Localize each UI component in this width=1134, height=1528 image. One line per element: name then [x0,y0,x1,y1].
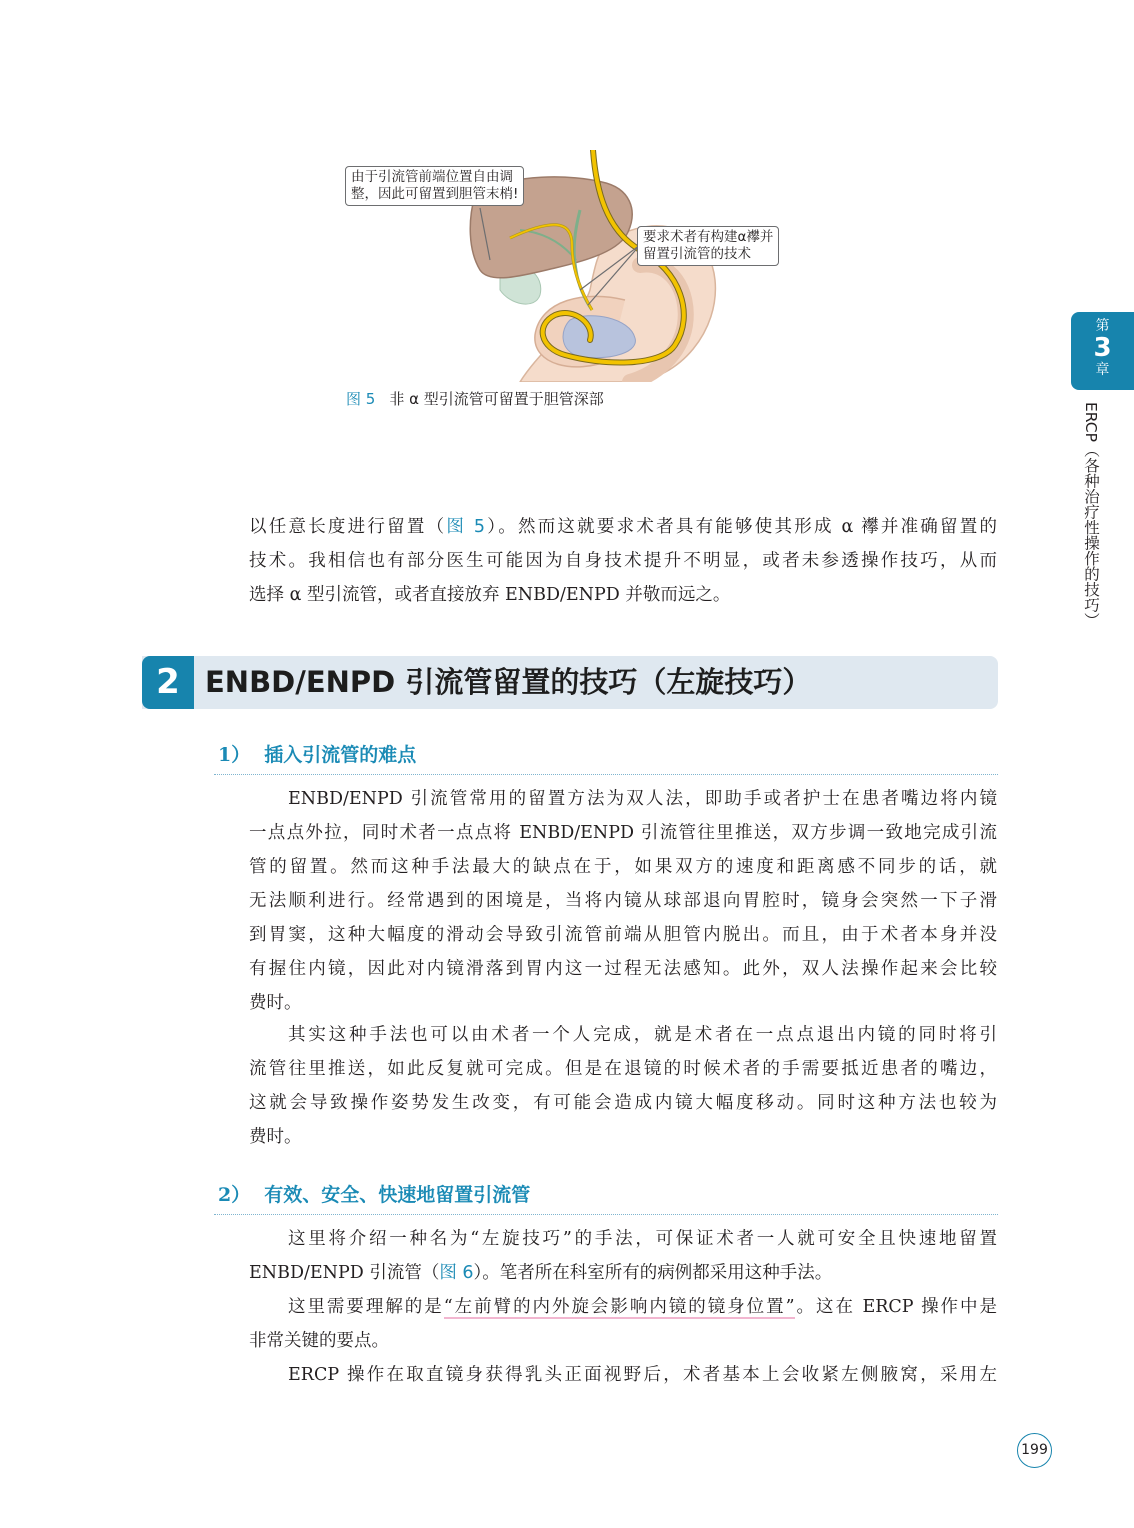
intro-line-3: 选择 α 型引流管，或者直接放弃 ENBD/ENPD 并敬而远之。 [249,585,731,605]
callout-right [637,226,779,266]
subheading-1-title: 插入引流管的难点 [264,744,417,766]
chapter-title-vertical: ERCP（各种治疗性操作的技巧） [1082,402,1100,628]
intro-line-2: 技术。我相信也有部分医生可能因为自身技术提升不明显，或者未参透操作技巧，从而 [249,551,997,571]
sub2-p2-line-2: 非常关键的要点。 [249,1331,389,1351]
chapter-tab-number: 3 [1093,333,1112,363]
sub2-p1-line-1: 这里将介绍一种名为“左旋技巧”的手法，可保证术者一人就可安全且快速地留置 [288,1229,997,1249]
subheading-2-number: 2） [218,1184,251,1206]
section-heading [142,656,998,709]
sub1-p1-line-4: 无法顺利进行。经常遇到的困境是，当将内镜从球部退向胃腔时，镜身会突然一下子滑 [249,891,997,911]
sub2-paragraph-3 [249,1358,997,1392]
callout-left-line-2: 整，因此可留置到胆管末梢! [351,186,519,202]
sub2-paragraph-2 [249,1290,997,1358]
sub1-p1-line-7: 费时。 [249,993,302,1013]
figure-caption-text: 非 α 型引流管可留置于胆管深部 [389,390,604,408]
sub2-p3-line-1: ERCP 操作在取直镜身获得乳头正面视野后，术者基本上会收紧左侧腋窝，采用左 [288,1365,997,1385]
sub1-p1-line-2: 一点点外拉，同时术者一点点将 ENBD/ENPD 引流管往里推送，双方步调一致地完成引流 [249,823,997,843]
sub2-p1-line-2: ENBD/ENPD 引流管（图 6）。笔者所在科室所有的病例都采用这种手法。 [249,1263,833,1283]
sub1-p1-line-3: 管的留置。然而这种手法最大的缺点在于，如果双方的速度和距离感不同步的话，就 [249,857,997,877]
sub2-paragraph-1 [249,1222,997,1290]
figure-caption-number: 图 5 [346,390,376,408]
sub2-p2-line-1: 这里需要理解的是“左前臂的内外旋会影响内镜的镜身位置”。这在 ERCP 操作中是 [288,1297,997,1317]
subheading-1 [214,740,998,775]
sub1-p1-line-6: 有握住内镜，因此对内镜滑落到胃内这一过程无法感知。此外，双人法操作起来会比较 [249,959,997,979]
callout-left [345,166,524,206]
subheading-2 [214,1180,998,1215]
subheading-2-title: 有效、安全、快速地留置引流管 [264,1184,531,1206]
anatomy-figure [340,150,810,382]
callout-left-line-1: 由于引流管前端位置自由调 [351,169,513,185]
sub1-paragraph-2 [249,1018,997,1154]
chapter-tab-prefix: 第 [1095,318,1110,334]
chapter-tab [1071,312,1134,390]
sub1-p2-line-2: 流管往里推送，如此反复就可完成。但是在退镜的时候术者的手需要抵近患者的嘴边， [249,1059,997,1079]
callout-right-line-2: 留置引流管的技术 [643,246,751,262]
figure-ref-5[interactable]: 图 5 [446,517,486,537]
sub1-p1-line-5: 到胃窦，这种大幅度的滑动会导致引流管前端从胆管内脱出。而且，由于术者本身并没 [249,925,997,945]
sub1-p2-line-1: 其实这种手法也可以由术者一个人完成，就是术者在一点点退出内镜的同时将引 [288,1025,997,1045]
figure-caption [346,388,604,409]
highlighted-key-point: “左前臂的内外旋会影响内镜的镜身位置” [443,1297,795,1317]
callout-right-line-1: 要求术者有构建α襻并 [643,229,774,245]
section-number: 2 [142,656,194,709]
sub1-p1-line-1: ENBD/ENPD 引流管常用的留置方法为双人法，即助手或者护士在患者嘴边将内镜 [288,789,997,809]
sub1-p2-line-3: 这就会导致操作姿势发生改变，有可能会造成内镜大幅度移动。同时这种方法也较为 [249,1093,997,1113]
chapter-tab-suffix: 章 [1095,362,1110,378]
page-number: 199 [1017,1433,1052,1468]
subheading-1-number: 1） [218,744,251,766]
sub1-paragraph-1 [249,782,997,1020]
sub1-p2-line-4: 费时。 [249,1127,302,1147]
intro-paragraph [249,510,997,612]
figure-ref-6[interactable]: 图 6 [439,1263,474,1283]
intro-line-1: 以任意长度进行留置（图 5）。然而这就要求术者具有能够使其形成 α 襻并准确留置的 [249,517,998,537]
section-title: ENBD/ENPD 引流管留置的技巧（左旋技巧） [205,665,812,699]
